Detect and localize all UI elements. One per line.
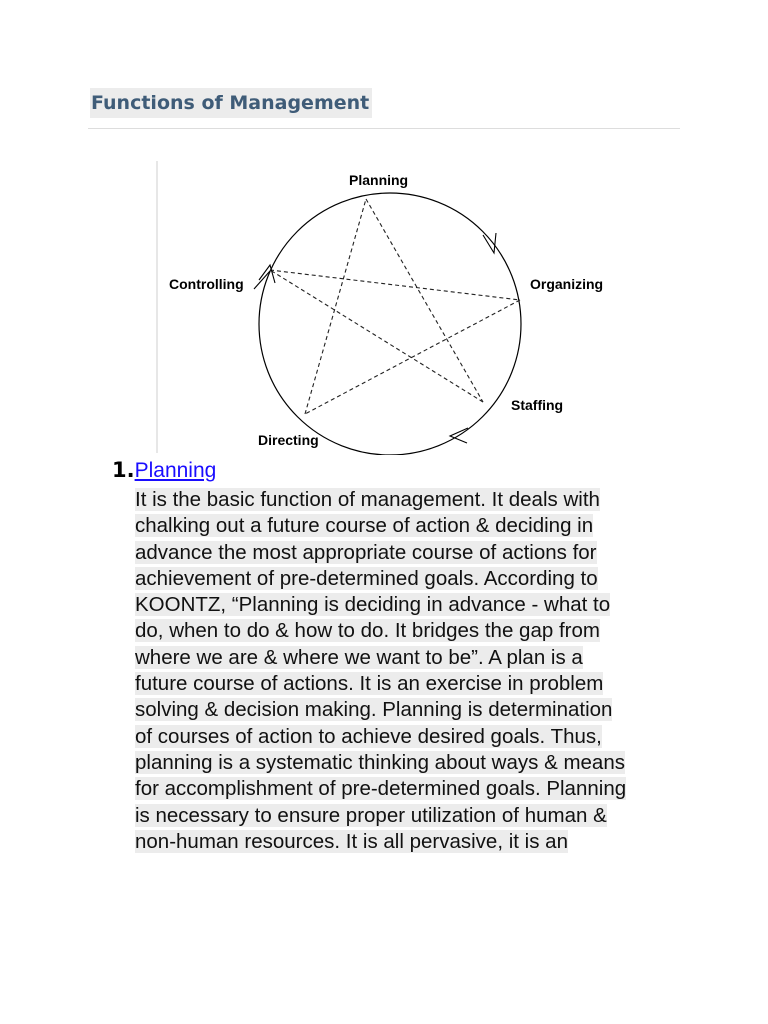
cycle-circle	[259, 193, 521, 455]
body-line: solving & decision making. Planning is determination	[135, 698, 613, 722]
body-line: do, when to do & how to do. It bridges the gap from	[135, 619, 600, 643]
body-line: is necessary to ensure proper utilization of human &	[135, 803, 607, 827]
body-line: advance the most appropriate course of actions for	[135, 540, 597, 564]
star-edge-planning-staffing	[366, 199, 483, 402]
title-divider	[88, 128, 680, 129]
star-edge-directing-planning	[305, 199, 366, 414]
page-title: Functions of Management	[90, 88, 372, 118]
planning-link[interactable]: Planning	[134, 459, 217, 482]
controlling-leader-line	[254, 271, 270, 289]
star-edge-controlling-organizing	[270, 270, 520, 300]
body-line: achievement of pre-determined goals. According to	[135, 566, 598, 590]
body-line: planning is a systematic thinking about ways & means	[135, 750, 625, 774]
body-line: It is the basic function of management. It deals with	[135, 488, 600, 511]
body-line: of courses of action to achieve desired goals. Thus,	[135, 724, 602, 748]
body-line: chalking out a future course of action & deciding in	[135, 514, 594, 538]
body-line: where we are & where we want to be”. A plan is a	[135, 645, 583, 669]
body-line: future course of actions. It is an exercise in problem	[135, 672, 604, 696]
body-line: non-human resources. It is all pervasive, it is an	[135, 829, 568, 853]
label-directing: Directing	[258, 432, 319, 448]
management-cycle-diagram	[150, 155, 630, 455]
section-number: 1.	[112, 458, 135, 482]
body-line: for accomplishment of pre-determined goals. Planning	[135, 777, 627, 801]
arrow-planning-to-organizing	[483, 233, 496, 253]
label-planning: Planning	[349, 172, 409, 188]
section-heading	[112, 457, 216, 484]
cycle-arrows	[254, 233, 496, 443]
section-body	[135, 487, 695, 855]
body-line: KOONTZ, “Planning is deciding in advance - what to	[135, 593, 611, 617]
label-controlling: Controlling	[169, 276, 244, 292]
label-organizing: Organizing	[530, 276, 604, 292]
star-edge-organizing-directing	[305, 300, 520, 414]
label-staffing: Staffing	[511, 397, 564, 413]
